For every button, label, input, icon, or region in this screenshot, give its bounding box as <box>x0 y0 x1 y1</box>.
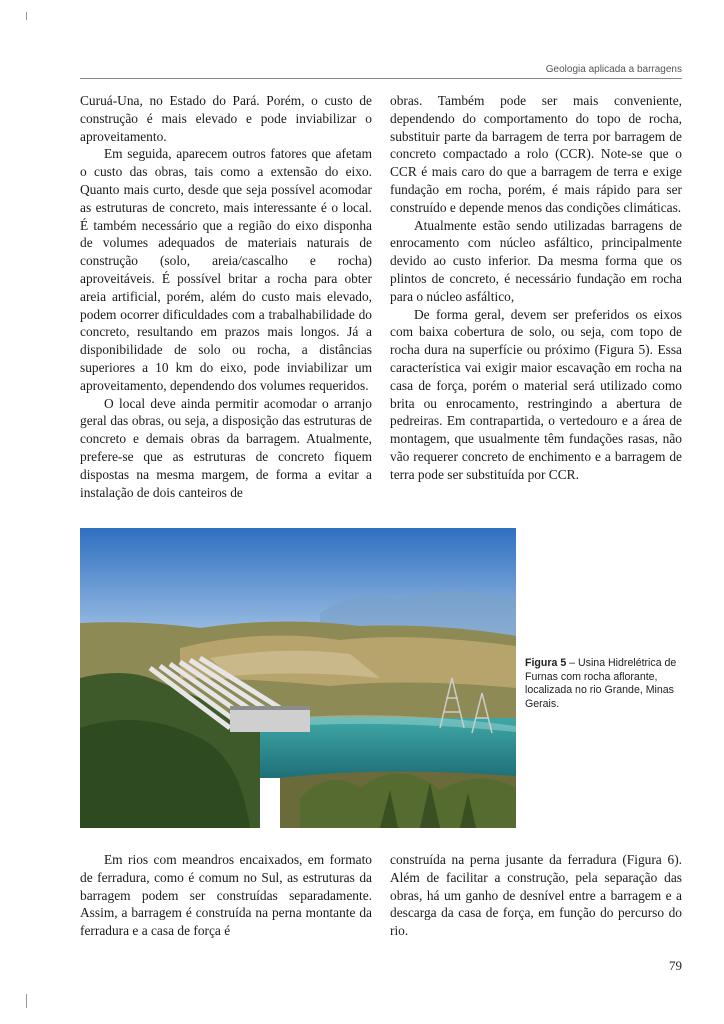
header-rule <box>80 78 682 79</box>
paragraph: Atualmente estão sendo utilizadas barragens de enrocamento com núcleo asfáltico, principalmente devido ao custo inferior. Da mesma forma que os plintos de concreto, é necessário fundação em rocha para o núcleo asfáltico, <box>390 217 682 304</box>
page-number: 79 <box>669 958 682 973</box>
crop-mark-bottom <box>26 994 27 1008</box>
paragraph: O local deve ainda permitir acomodar o arranjo geral das obras, ou seja, a disposição das estruturas de concreto e demais obras da barragem. Atualmente, prefere-se que as estruturas de concreto fiquem dispostas na mesma margem, de forma a evitar a instalação de dois canteiros de <box>80 395 372 500</box>
text-column-bottom-left <box>80 851 372 940</box>
figure-caption <box>525 657 685 711</box>
text-column-top-right <box>390 92 682 484</box>
paragraph: Curuá-Una, no Estado do Pará. Porém, o custo de construção é mais elevado e pode inviabilizar o aproveitamento. <box>80 93 372 144</box>
paragraph: construída na perna jusante da ferradura (Figura 6). Além de facilitar a construção, pela separação das obras, há um ganho de desnível entre a barragem e a descarga da casa de força, em função do percurso do rio. <box>390 852 682 939</box>
crop-mark-top <box>26 12 27 20</box>
running-header: Geologia aplicada a barragens <box>545 64 682 75</box>
paragraph: Em rios com meandros encaixados, em formato de ferradura, como é comum no Sul, as estruturas da barragem podem ser construídas separadamente. Assim, a barragem é construída na perna montante da ferradura e a casa de força é <box>80 852 372 939</box>
paragraph: Em seguida, aparecem outros fatores que afetam o custo das obras, tais como a extensão do eixo. Quanto mais curto, desde que seja possível acomodar as estruturas de concreto, mais interessante é o local. É também necessário que a região do eixo disponha de volumes adequados de materiais naturais de construção (solo, areia/cascalho e rocha) aproveitáveis. É possível britar a rocha para obter areia artificial, porém, além do custo mais elevado, podem ocorrer dificuldades com a trabalhabilidade do concreto, resultando em prazos mais longos. Já a disponibilidade de solo ou rocha, a distâncias superiores a 10 km do eixo, pode inviabilizar um aproveitamento, dependendo dos volumes requeridos. <box>80 146 372 393</box>
paragraph: obras. Também pode ser mais conveniente, dependendo do comportamento do topo de rocha, substituir parte da barragem de terra por barragem de concreto compactado a rolo (CCR). Note-se que o CCR é mais caro do que a barragem de terra e exige fundação em rocha, porém, é mais rápido para ser construído e depende menos das condições climáticas. <box>390 93 682 215</box>
figure-label: Figura 5 <box>525 657 567 669</box>
figure-caption-text: – Usina Hidrelétrica de Furnas com rocha aflorante, localizada no rio Grande, Minas Gerais. <box>525 657 677 710</box>
text-column-top-left <box>80 92 372 501</box>
figure-5-photo <box>80 528 516 828</box>
paragraph: De forma geral, devem ser preferidos os eixos com baixa cobertura de solo, ou seja, com topo de rocha dura na superfície ou próximo (Figura 5). Essa característica vai exigir maior escavação em rocha na casa de força, porém o material será utilizado como brita ou enrocamento, restringindo a abertura de pedreiras. Em contrapartida, o vertedouro e a área de montagem, que usualmente têm fundações rasas, não vão requerer concreto de enchimento e a barragem de terra pode ser substituída por CCR. <box>390 306 682 482</box>
text-column-bottom-right <box>390 851 682 940</box>
